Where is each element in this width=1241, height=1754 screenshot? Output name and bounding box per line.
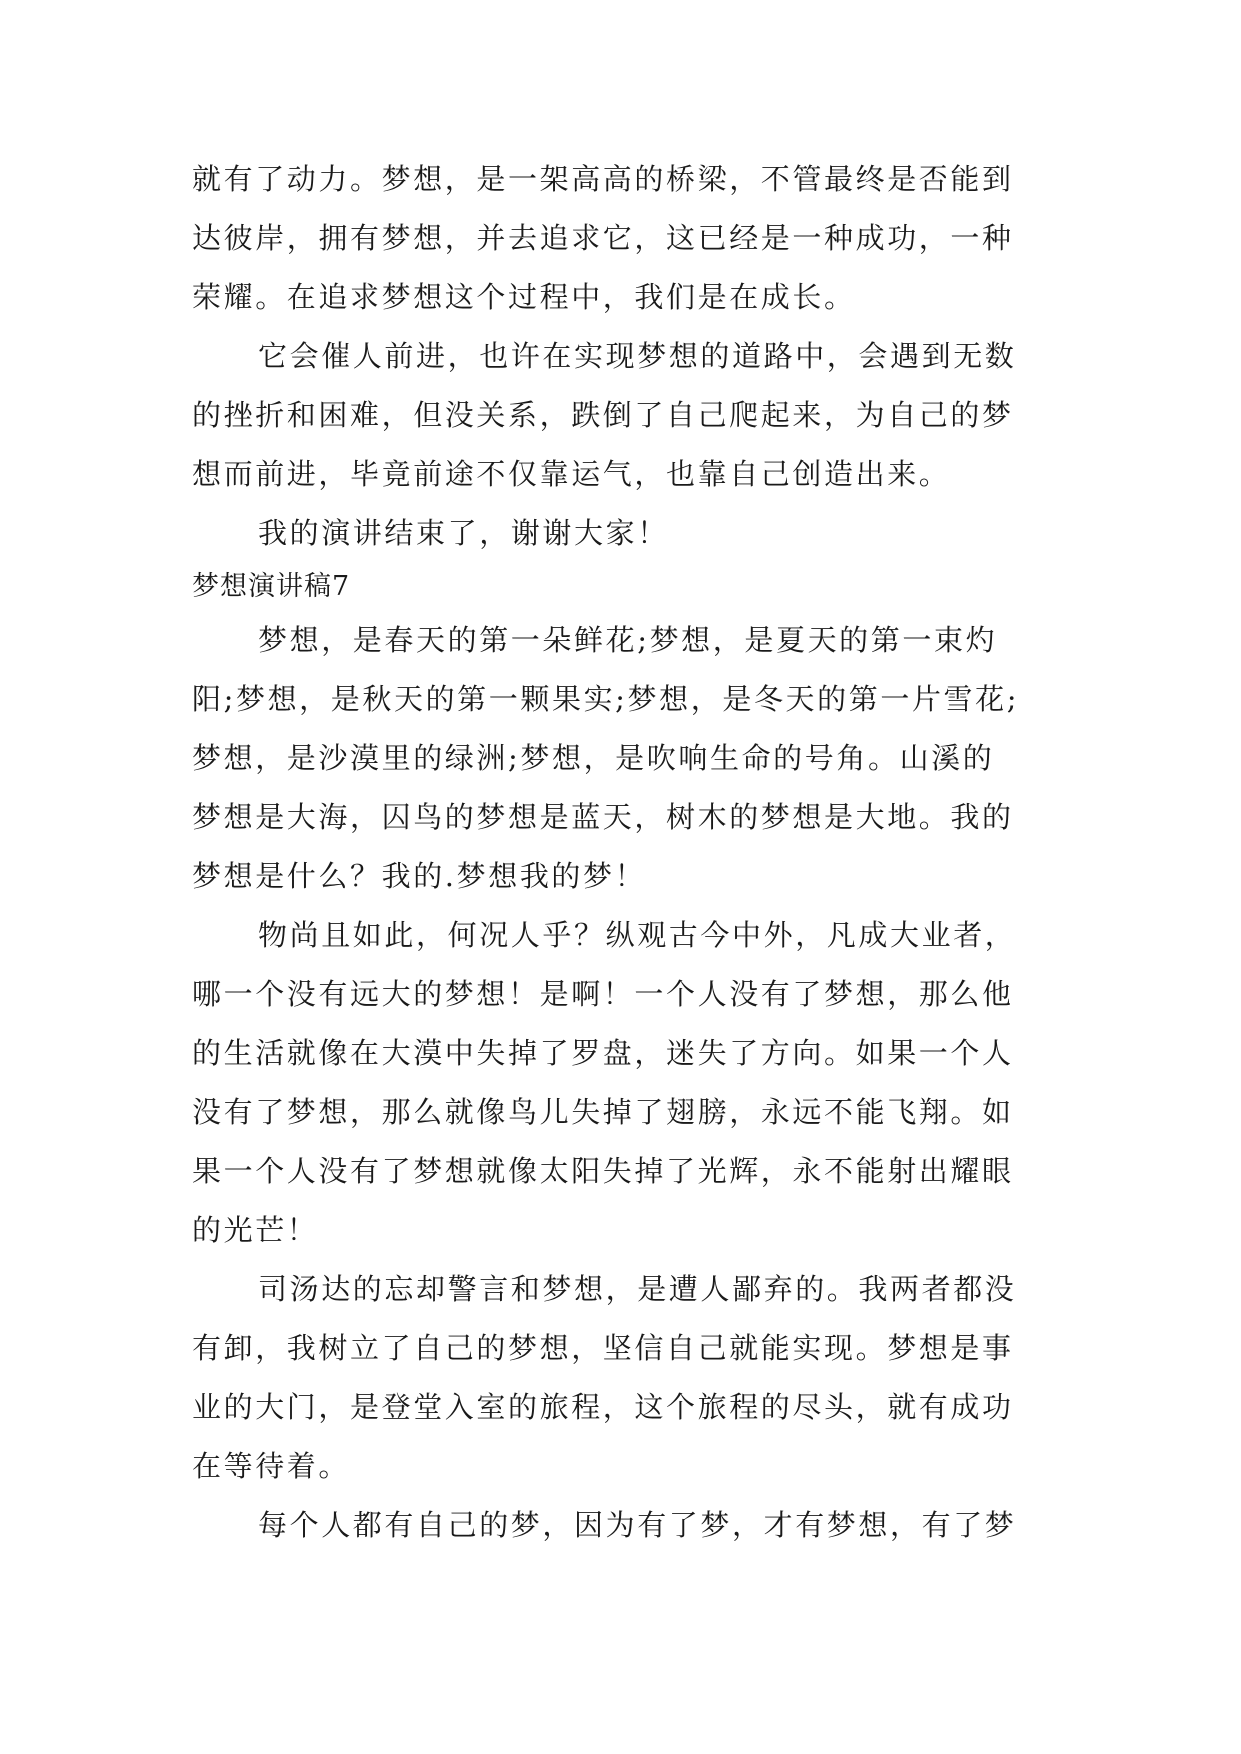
text-line: 它会催人前进，也许在实现梦想的道路中，会遇到无数 xyxy=(258,339,1017,373)
text-line: 业的大门，是登堂入室的旅程，这个旅程的尽头，就有成功 xyxy=(192,1390,1014,1424)
section-heading: 梦想演讲稿7 xyxy=(192,571,351,602)
text-line: 荣耀。在追求梦想这个过程中，我们是在成长。 xyxy=(192,280,856,314)
text-line: 哪一个没有远大的梦想！是啊！一个人没有了梦想，那么他 xyxy=(192,977,1014,1011)
paragraph xyxy=(192,1260,1062,1496)
text-line: 阳;梦想，是秋天的第一颗果实;梦想，是冬天的第一片雪花; xyxy=(192,682,1020,716)
document-body xyxy=(192,150,1062,1555)
text-line: 的光芒！ xyxy=(192,1213,319,1247)
paragraph xyxy=(192,504,1062,563)
text-line: 梦想，是春天的第一朵鲜花;梦想，是夏天的第一束灼 xyxy=(258,623,998,657)
text-line: 达彼岸，拥有梦想，并去追求它，这已经是一种成功，一种 xyxy=(192,221,1014,255)
text-line: 梦想是大海，囚鸟的梦想是蓝天，树木的梦想是大地。我的 xyxy=(192,800,1014,834)
paragraph xyxy=(192,1496,1062,1555)
text-line: 梦想是什么？我的.梦想我的梦！ xyxy=(192,859,647,893)
paragraph xyxy=(192,611,1062,906)
text-line: 梦想，是沙漠里的绿洲;梦想，是吹响生命的号角。山溪的 xyxy=(192,741,995,775)
text-line: 物尚且如此，何况人乎？纵观古今中外，凡成大业者， xyxy=(258,918,1017,952)
text-line: 每个人都有自己的梦，因为有了梦，才有梦想，有了梦 xyxy=(258,1508,1017,1542)
paragraph xyxy=(192,906,1062,1260)
text-line: 想而前进，毕竟前途不仅靠运气，也靠自己创造出来。 xyxy=(192,457,951,491)
text-line: 在等待着。 xyxy=(192,1449,351,1483)
text-line: 的生活就像在大漠中失掉了罗盘，迷失了方向。如果一个人 xyxy=(192,1036,1014,1070)
text-line: 的挫折和困难，但没关系，跌倒了自己爬起来，为自己的梦 xyxy=(192,398,1014,432)
text-line: 我的演讲结束了，谢谢大家！ xyxy=(258,516,669,550)
text-line: 没有了梦想，那么就像鸟儿失掉了翅膀，永远不能飞翔。如 xyxy=(192,1095,1014,1129)
text-line: 司汤达的忘却警言和梦想，是遭人鄙弃的。我两者都没 xyxy=(258,1272,1017,1306)
text-line: 有卸，我树立了自己的梦想，坚信自己就能实现。梦想是事 xyxy=(192,1331,1014,1365)
text-line: 就有了动力。梦想，是一架高高的桥梁，不管最终是否能到 xyxy=(192,162,1014,196)
text-line: 果一个人没有了梦想就像太阳失掉了光辉，永不能射出耀眼 xyxy=(192,1154,1014,1188)
paragraph xyxy=(192,327,1062,504)
paragraph xyxy=(192,150,1062,327)
